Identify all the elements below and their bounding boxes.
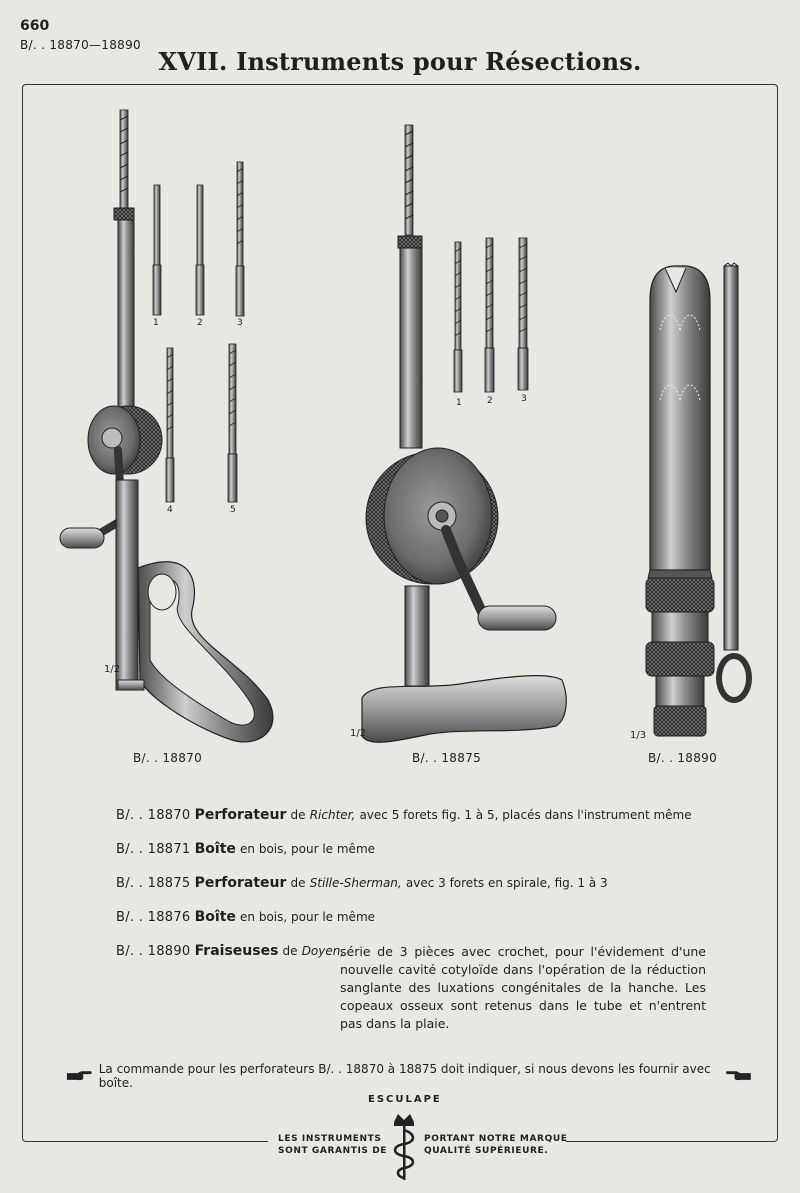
fig-label-left-2: 2 xyxy=(197,318,203,328)
item-desc: en bois, pour le même xyxy=(240,842,376,856)
scale-left: 1/2 xyxy=(104,664,121,675)
fig-label-left-1: 1 xyxy=(153,318,159,328)
caption-18870: B/. . 18870 xyxy=(133,751,203,765)
pointing-hand-left-icon xyxy=(725,1070,752,1082)
order-note-text: La commande pour les perforateurs B/. . 18870 à 18875 doit indiquer, si nous devons les fournir avec boîte. xyxy=(98,1062,711,1090)
footer-right-line1: PORTANT NOTRE MARQUE xyxy=(424,1134,568,1144)
fig-label-middle-3: 3 xyxy=(521,394,527,404)
page-title: XVII. Instruments pour Résections. xyxy=(158,47,642,76)
item-author: Stille-Sherman, xyxy=(309,876,402,890)
item-code: B/. . 18890 xyxy=(116,944,191,959)
item-name: Boîte xyxy=(194,841,236,857)
footer-left-text xyxy=(278,1133,387,1157)
pointing-hand-right-icon xyxy=(66,1070,93,1082)
fig-label-middle-1: 1 xyxy=(456,398,462,408)
list-item-18870 xyxy=(116,806,706,825)
item-de: de xyxy=(290,808,306,822)
footer-left-line2: SONT GARANTIS DE xyxy=(278,1146,388,1156)
order-note xyxy=(66,1062,752,1090)
caption-18890: B/. . 18890 xyxy=(648,751,718,765)
footer-left-line1: LES INSTRUMENTS xyxy=(278,1134,382,1144)
item-desc: série de 3 pièces avec crochet, pour l'évidement d'une nouvelle cavité cotyloïde dans l'opération de la réduction sanglante des luxations congénitales de la hanche. Les copeaux osseux sont retenus dans le tube et n'entrent pas dans la plaie. xyxy=(340,944,706,1031)
brand-arc-text: ESCULAPE xyxy=(368,1094,442,1105)
item-desc: avec 5 forets fig. 1 à 5, placés dans l'instrument même xyxy=(359,808,692,822)
doyen-reamer-drawing xyxy=(646,263,749,736)
richter-perforator-drawing xyxy=(60,110,273,742)
item-name: Perforateur xyxy=(194,807,287,823)
fig-label-middle-2: 2 xyxy=(487,396,493,406)
scale-right: 1/3 xyxy=(630,730,647,741)
fig-label-left-5: 5 xyxy=(230,505,236,515)
page-number: 660 xyxy=(20,18,50,34)
item-code: B/. . 18870 xyxy=(116,808,191,823)
fig-label-left-4: 4 xyxy=(167,505,173,515)
item-de: de xyxy=(290,876,306,890)
footer-right-line2: QUALITÉ SUPÉRIEURE. xyxy=(424,1146,549,1156)
caption-18875: B/. . 18875 xyxy=(412,751,482,765)
list-item-18876 xyxy=(116,908,706,927)
item-desc: avec 3 forets en spirale, fig. 1 à 3 xyxy=(405,876,608,890)
esculape-emblem xyxy=(384,1110,424,1182)
item-code: B/. . 18876 xyxy=(116,910,191,925)
item-de: de xyxy=(282,944,298,958)
footer-right-text xyxy=(424,1133,567,1157)
fig-label-left-3: 3 xyxy=(237,318,243,328)
list-item-18871 xyxy=(116,840,706,859)
catalog-range: B/. . 18870—18890 xyxy=(20,38,141,52)
scale-middle: 1/2 xyxy=(350,728,367,739)
list-item-18875 xyxy=(116,874,706,893)
item-code: B/. . 18875 xyxy=(116,876,191,891)
item-head xyxy=(116,944,344,959)
item-name: Fraiseuses xyxy=(194,943,279,959)
item-desc: en bois, pour le même xyxy=(240,910,376,924)
item-name: Boîte xyxy=(194,909,236,925)
list-item-18890 xyxy=(116,942,706,1033)
item-list xyxy=(116,806,706,1048)
item-name: Perforateur xyxy=(194,875,287,891)
item-code: B/. . 18871 xyxy=(116,842,191,857)
item-author: Richter, xyxy=(309,808,356,822)
stille-sherman-perforator-drawing xyxy=(362,125,566,742)
item-author: Doyen, xyxy=(301,944,345,958)
